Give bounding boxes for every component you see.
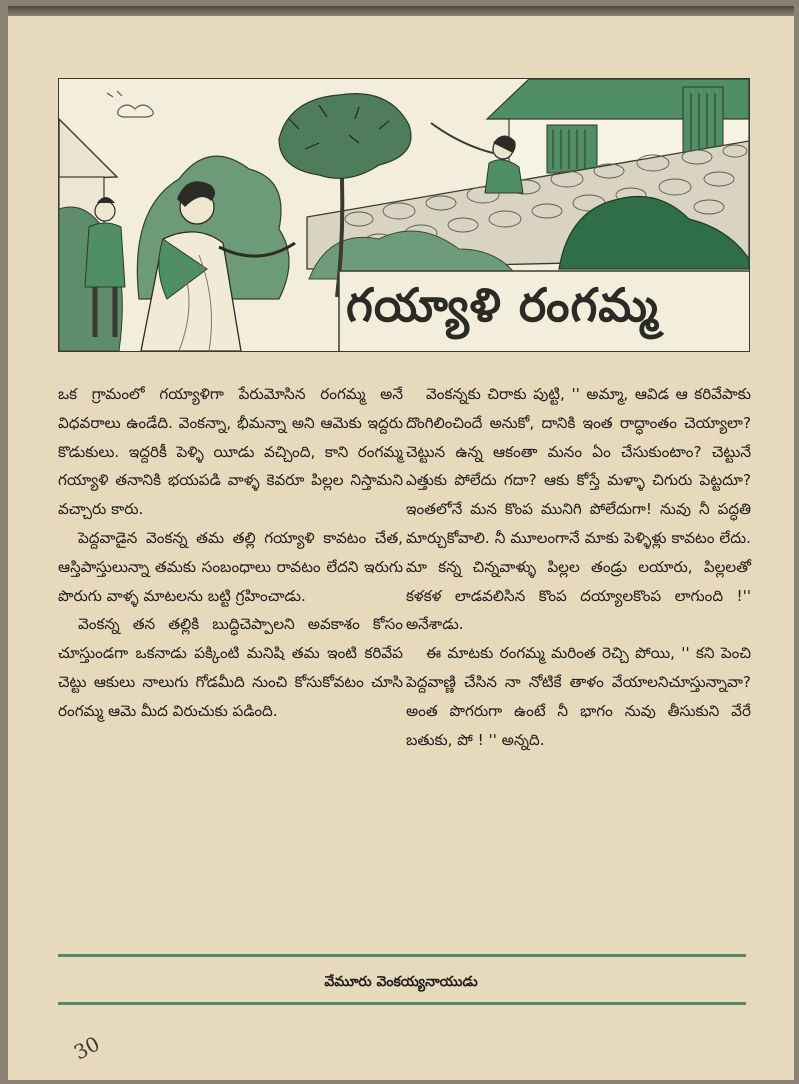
left-column xyxy=(58,380,403,726)
left-paragraph-1: ఒక గ్రామంలో గయ్యాళిగా పేరుమోసిన రంగమ్మ అనే విధవరాలు ఉండేది. వెంకన్నా, భీమన్నా అని ఆమెకు ఇద్దరు కొడుకులు. ఇద్దరికీ పెళ్ళి యీడు వచ్చింది, కాని రంగమ్మ గయ్యాళి తనానికి భయపడి వాళ్ళ కెవరూ పిల్లల నిస్తామని వచ్చారు కారు. xyxy=(58,385,403,519)
magazine-page xyxy=(8,6,794,1080)
right-paragraph-1: వెంకన్నకు చిరాకు పుట్టి, '' అమ్మా, ఆవిడ ఆ కరివేపాకు దొంగిలించిందే అనుకో, దానికి ఇంత రాద్ధాంతం చెయ్యాలా? చెట్టున ఉన్న ఆకంతా మనం ఏం చేసుకుంటాం? చెట్టునే ఎత్తుకు పోలేదు గదా? ఆకు కోస్తే మళ్ళా చిగురు పెట్టదూ? ఇంతలోనే మన కొంప మునిగి పోలేదుగా! నువు నీ పద్ధతి మార్చుకోవాలి. నీ మూలంగానే మాకు పెళ్ళిళ్లు కావటం లేదు. మా కన్న చిన్నవాళ్ళు పిల్లల తండ్రు లయారు, పిల్లలతో కళకళ లాడవలిసిన కొంప దయ్యాలకొంప లాగుంది !'' అనేశాడు. xyxy=(406,385,751,634)
story-title: గయ్యాళి రంగమ్మ xyxy=(346,278,659,332)
right-paragraph-2: ఈ మాటకు రంగమ్మ మరింత రెచ్చి పోయి, '' కని పెంచి పెద్దవాణ్ణి చేసిన నా నోటికే తాళం వేయాలనిచూస్తున్నావా? అంత పొగరుగా ఉంటే నీ భాగం నువు తీసుకుని వేరే బతుకు, పో ! '' అన్నది. xyxy=(406,644,751,749)
author-credit: వేమూరు వెంకయ్యనాయుడు xyxy=(324,974,478,990)
page-number: 30 xyxy=(69,1031,104,1065)
left-paragraph-3: వెంకన్న తన తల్లికి బుద్ధిచెప్పాలని అవకాశం కోసం చూస్తుండగా ఒకనాడు పక్కింటి మనిషి తమ ఇంటి కరివేప చెట్టు ఆకులు నాలుగు గోడమీది నుంచి కోసుకోవటం చూసి రంగమ్మ ఆమె మీద విరుచుకు పడింది. xyxy=(58,615,403,720)
right-column xyxy=(406,380,751,754)
author-rule-top xyxy=(58,954,746,957)
left-paragraph-2: పెద్దవాడైన వెంకన్న తమ తల్లి గయ్యాళి కావటం చేత, ఆస్తిపాస్తులున్నా తమకు సంబంధాలు రావటం లేదని ఇరుగు పొరుగు వాళ్ళ మాటలను బట్టి గ్రహించాడు. xyxy=(58,528,403,605)
page-top-edge xyxy=(8,6,794,16)
author-rule-bottom xyxy=(58,1002,746,1005)
